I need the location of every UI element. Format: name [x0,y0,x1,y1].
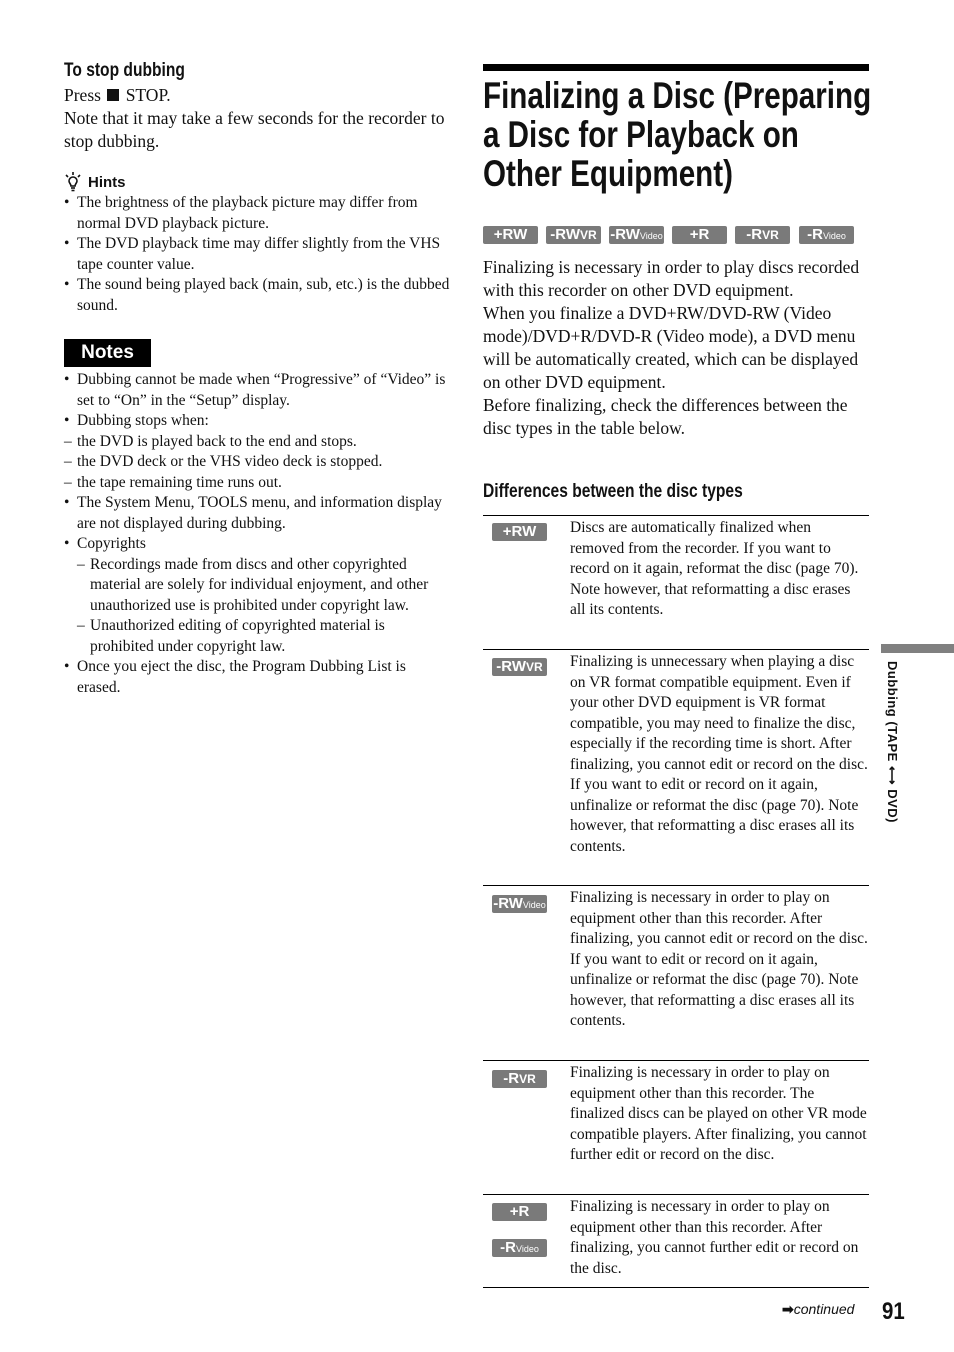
table-rule [483,885,869,886]
list-item-text: • Dubbing stops when: [77,412,209,429]
list-item: • The brightness of the playback picture may differ from normal DVD playback picture. [64,193,450,234]
notes-badge: Notes [64,339,151,367]
stop-instruction-stop: STOP. [125,85,171,105]
badge-sublabel: Video [515,1244,539,1254]
badge-sublabel: VR [580,228,597,242]
badge-sublabel: Video [822,231,846,241]
stop-icon [107,89,119,101]
list-item [64,411,450,493]
stop-instruction-press: Press [64,85,101,105]
list-item: • The System Menu, TOOLS menu, and information display are not displayed during dubbing. [64,493,450,534]
table-row: Finalizing is necessary in order to play on equipment other than this recorder. After finalizing, you cannot further edit or record on the disc. [570,1198,859,1277]
badge-label: -R [503,1070,520,1087]
page-title: Finalizing a Disc (Preparing a Disc for Playback on Other Equipment) [483,75,872,194]
arrow-right-icon: ➡ [782,1301,794,1317]
list-item [64,534,450,657]
badge-minus-rw-vr [492,658,547,676]
continued-label: continued [793,1301,855,1317]
sub-list-item: – Unauthorized editing of copyrighted material is prohibited under copyright law. [77,616,450,657]
badge-minus-rw-video [492,895,547,913]
badge-label: +R [509,1203,530,1220]
badge-minus-r-vr [735,226,790,244]
badge-sublabel: VR [762,228,779,242]
hints-list [64,193,450,316]
list-item: • Dubbing cannot be made when “Progressive” of “Video” is set to “On” in the “Setup” display. [64,370,450,411]
paragraph: Finalizing is necessary in order to play discs recorded with this recorder on other DVD equipment. [483,257,860,300]
stop-dubbing-text [64,84,464,153]
badge-label: +R [689,226,710,243]
badge-minus-r-video [799,226,854,244]
badge-minus-rw-vr [546,226,601,244]
table-rule [483,515,869,516]
paragraph: Before finalizing, check the differences between the disc types in the table below. [483,395,848,438]
badge-label: -R [746,226,763,243]
table-rule [483,1194,869,1195]
lightbulb-icon [64,172,82,192]
sub-list-item: – Recordings made from discs and other copyrighted material are solely for individual enjoyment, and other unauthorized use is prohibited under copyright law. [77,555,450,617]
hints-label: Hints [88,173,126,191]
list-item: • Once you eject the disc, the Program Dubbing List is erased. [64,657,450,698]
badge-label: -RW [550,226,581,243]
stop-note: Note that it may take a few seconds for the recorder to stop dubbing. [64,108,445,151]
badge-minus-rw-video [609,226,664,244]
stop-instruction [64,84,464,107]
page-number: 91 [882,1298,905,1325]
badge-plus-r [672,226,727,244]
section-heading-differences: Differences between the disc types [483,481,743,502]
badge-sublabel: Video [639,231,663,241]
title-rule [483,64,869,71]
table-row: Discs are automatically finalized when removed from the recorder. If you want to record on it again, reformat the disc (page 70). Note however, that reformatting a disc erases all its contents. [570,519,859,618]
badge-label: +RW [502,523,537,540]
badge-plus-rw [483,226,538,244]
list-item-text: • Copyrights [77,535,146,552]
intro-text [483,256,871,440]
sub-list-item: – the DVD deck or the VHS video deck is stopped. [64,452,450,473]
side-tab-label: Dubbing (TAPE ⟷ DVD) [885,661,900,823]
hints-header [64,172,126,192]
badge-plus-r [492,1203,547,1221]
table-rule [483,1060,869,1061]
badge-label: +RW [493,226,528,243]
badge-sublabel: VR [519,1072,536,1086]
table-row: Finalizing is necessary in order to play on equipment other than this recorder. After finalizing, you cannot edit or record on the disc. If you want to edit or record on it again, unfinalize or reformat the disc (page 70). Note however, that reformatting a disc erases all its contents. [570,889,868,1029]
badge-label: -R [807,226,823,243]
badge-label: -RW [493,895,523,912]
table-rule [483,649,869,650]
list-item: • The sound being played back (main, sub, etc.) is the dubbed sound. [64,275,450,316]
badge-sublabel: Video [522,900,546,910]
paragraph: When you finalize a DVD+RW/DVD-RW (Video mode)/DVD+R/DVD-R (Video mode), a DVD menu will be automatically created, which can be displayed on other DVD equipment. [483,303,859,392]
table-rule [483,1287,869,1288]
table-row: Finalizing is necessary in order to play on equipment other than this recorder. The finalized discs can be played on other VR mode compatible players. After finalizing, you cannot further edit or record on the disc. [570,1064,867,1163]
badge-minus-r-vr [492,1070,547,1088]
badge-minus-r-video [492,1239,547,1257]
sub-list-item: – the tape remaining time runs out. [64,473,450,494]
section-heading-stop-dubbing: To stop dubbing [64,60,185,81]
notes-list [64,370,450,698]
sub-list-item: – the DVD is played back to the end and stops. [64,432,450,453]
badge-sublabel: VR [526,660,543,674]
badge-label: -R [500,1239,516,1256]
continued-indicator [782,1301,854,1318]
badge-plus-rw [492,523,547,541]
table-row: Finalizing is unnecessary when playing a disc on VR format compatible equipment. Even if your other DVD equipment is VR format compatible, you may need to finalize the disc, especially if the recording time is short. After finalizing, you cannot edit or record on the disc. If you want to edit or record on it again, unfinalize or reformat the disc (page 70). Note however, that reformatting a disc erases all its contents. [570,653,868,855]
badge-label: -RW [496,658,527,675]
side-tab-bar [881,644,954,653]
badge-label: -RW [610,226,640,243]
list-item: • The DVD playback time may differ slightly from the VHS tape counter value. [64,234,450,275]
